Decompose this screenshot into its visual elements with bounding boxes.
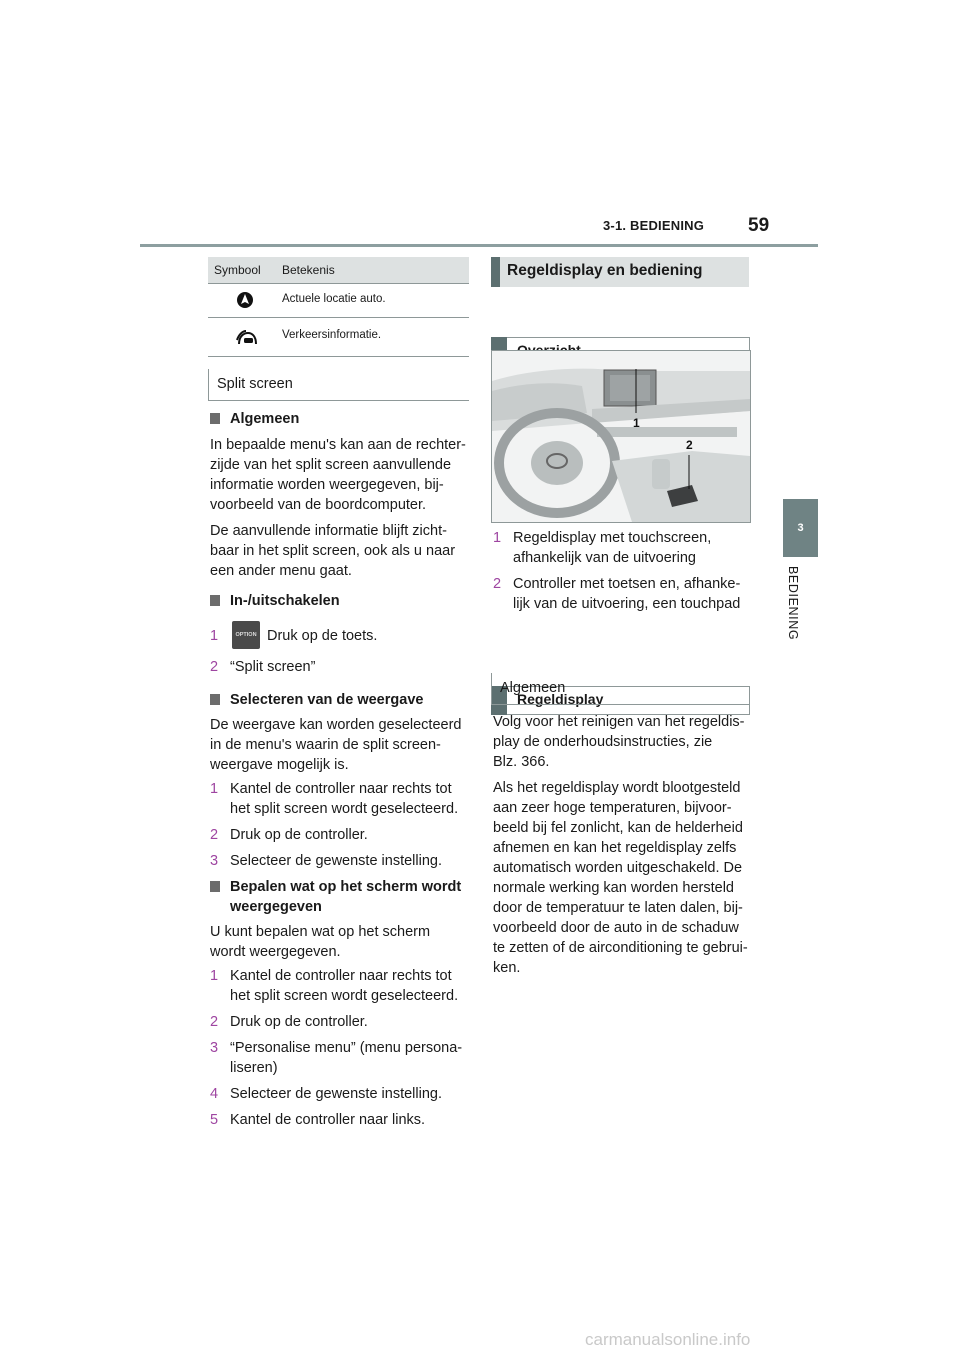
symbol-meaning: Verkeersinformatie. <box>282 329 382 341</box>
regeldisplay-title: Regeldisplay <box>491 686 750 715</box>
list-item: 2 Controller met toetsen en, afhanke- lijk van de uitvoering, een touchpad <box>493 576 741 612</box>
chapter-tab-label: BEDIENING <box>786 566 800 641</box>
overzicht-list <box>493 528 753 614</box>
bepalen-heading: Bepalen wat op het scherm wordt weergegeven <box>210 877 472 917</box>
algemeen-heading: Algemeen <box>210 409 472 429</box>
text-line: automatisch worden uitgeschakeld. De <box>493 860 743 876</box>
text-line: ken. <box>493 960 521 976</box>
selecteren-step-1: 1 Kantel de controller naar rechts tot het split screen wordt geselecteerd. <box>210 781 459 817</box>
text-line: aan zeer hoge temperaturen, bijvoor- <box>493 800 732 816</box>
location-arrow-icon <box>236 291 254 309</box>
symbol-table <box>208 257 469 357</box>
text-line: Volg voor het reinigen van het regeldis- <box>493 714 745 730</box>
text-line: play de onderhoudsinstructies, zie <box>493 734 713 750</box>
col-symbol: Symbool <box>214 263 261 277</box>
traffic-info-icon <box>236 328 258 346</box>
selecteren-step-3: 3 Selecteer de gewenste instelling. <box>210 853 442 869</box>
left-column <box>210 409 472 1130</box>
paragraph-cleaning <box>493 712 755 772</box>
algemeen-paragraph-2: De aanvullende informatie blijft zicht- baar in het split screen, ook als u naar een ander menu gaat. <box>210 523 456 579</box>
page-number: 59 <box>748 215 770 236</box>
text-line: Blz. 366. <box>493 754 550 770</box>
bepalen-step-3: 3 “Personalise menu” (menu persona- liseren) <box>210 1040 463 1076</box>
split-screen-heading: Split screen <box>208 369 469 401</box>
text-line: te zetten of de airconditioning te gebrui- <box>493 940 748 956</box>
col-meaning: Betekenis <box>282 263 335 277</box>
section-header: 3-1. BEDIENING <box>603 218 705 233</box>
table-row <box>208 284 469 318</box>
selecteren-heading: Selecteren van de weergave <box>210 690 472 710</box>
chapter-tab[interactable] <box>783 499 818 557</box>
algemeen-subheading: Algemeen <box>491 673 750 705</box>
option-key-icon: OPTION <box>232 621 260 649</box>
text-line: beeld bij fel zonlicht, kan de helderheid <box>493 820 743 836</box>
text-line: door de temperatuur te laten dalen, bij- <box>493 900 743 916</box>
header-rule <box>140 244 818 247</box>
dashboard-drawing <box>492 351 750 522</box>
bepalen-step-4: 4 Selecteer de gewenste instelling. <box>210 1086 442 1102</box>
section-title-regeldisplay: Regeldisplay en bediening <box>491 257 749 287</box>
callout-1: 1 <box>633 416 640 430</box>
inuit-heading: In-/uitschakelen <box>210 591 472 611</box>
symbol-meaning: Actuele locatie auto. <box>282 293 386 305</box>
selecteren-step-2: 2 Druk op de controller. <box>210 827 368 843</box>
bepalen-step-5: 5 Kantel de controller naar links. <box>210 1112 426 1128</box>
dashboard-illustration <box>491 350 751 523</box>
text-line: afnemen en kan het regeldisplay zelfs <box>493 840 737 856</box>
bepalen-intro: U kunt bepalen wat op het scherm wordt weergegeven. <box>210 924 431 960</box>
list-item: 1 Regeldisplay met touchscreen, afhankelijk van de uitvoering <box>493 530 712 566</box>
bepalen-step-1: 1 Kantel de controller naar rechts tot het split screen wordt geselecteerd. <box>210 968 459 1004</box>
inuit-step-1: 1 OPTION Druk op de toets. <box>210 621 472 651</box>
text-line: Als het regeldisplay wordt blootgesteld <box>493 780 741 796</box>
bepalen-step-2: 2 Druk op de controller. <box>210 1014 368 1030</box>
table-row <box>208 318 469 357</box>
algemeen-paragraph-1: In bepaalde menu's kan aan de rechter- zijde van het split screen aanvullende informatie worden weergegeven, bij- voorbeeld van de boordcomputer. <box>210 437 466 513</box>
selecteren-intro: De weergave kan worden geselecteerd in de menu's waarin de split screen- weergave mogelijk is. <box>210 717 462 773</box>
text-line: voorbeeld door de auto in de schaduw <box>493 920 739 936</box>
symbol-table-header <box>208 257 469 284</box>
paragraph-temperature <box>493 778 755 978</box>
text-line: normale werking kan worden hersteld <box>493 880 734 896</box>
right-paragraphs <box>493 712 755 978</box>
inuit-step-2: 2 “Split screen” <box>210 659 316 675</box>
watermark: carmanualsonline.info <box>585 1330 751 1349</box>
chapter-tab-number: 3 <box>797 522 804 534</box>
callout-2: 2 <box>686 438 693 452</box>
